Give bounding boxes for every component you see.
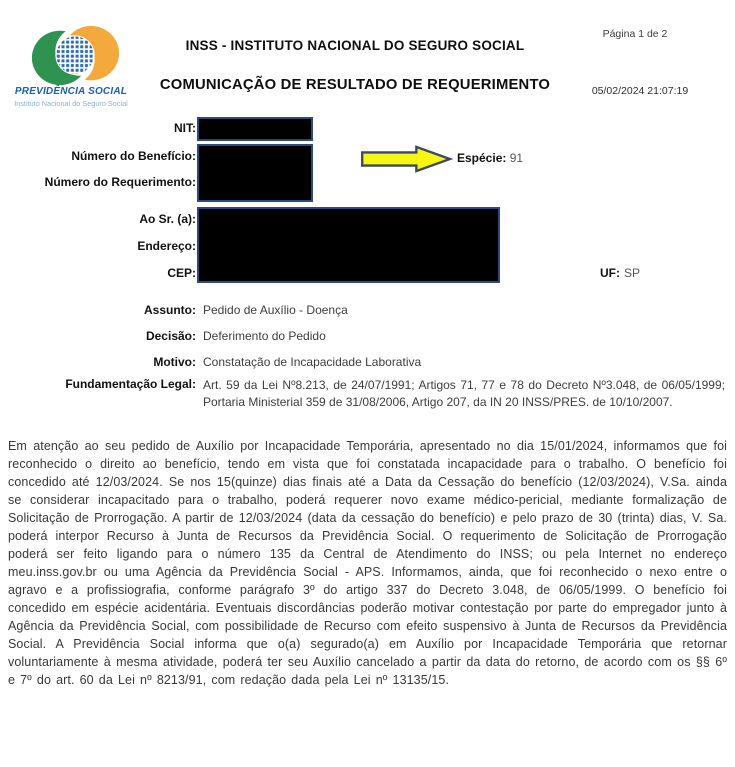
previdencia-social-logo-icon [28,26,122,86]
uf-field [600,266,640,280]
uf-value: SP [624,266,641,280]
logo-brand-subtext: Instituto Nacional do Seguro Social [14,99,128,108]
assunto-label: Assunto: [144,303,196,317]
redacted-beneficio-requerimento-value [197,144,313,202]
nit-label: NIT: [174,121,196,135]
assunto-value: Pedido de Auxílio - Doença [203,303,348,317]
redacted-nit-value [197,117,313,141]
numero-beneficio-label: Número do Benefício: [71,149,196,163]
especie-label: Espécie: [457,151,507,165]
fundamentacao-legal-value: Art. 59 da Lei Nº8.213, de 24/07/1991; Artigos 71, 77 e 78 do Decreto Nº3.048, de 06/05/1999; Portaria Ministerial 359 de 31/08/2006, Artigo 207, da IN 20 INSS/PRES. de 10/10/2007. [203,378,725,409]
notification-body-text: Em atenção ao seu pedido de Auxílio por Incapacidade Temporária, apresentado no dia 15/01/2024, informamos que foi reconhecido o direito ao benefício, tendo em vista que foi constatada incapacidade para o trabalho. O benefício foi concedido até 12/03/2024. Se nos 15(quinze) dias finais até a Data da Cessação do benefício (12/03/2024), V.Sa. ainda se considerar incapacitado para o trabalho, poderá requerer novo exame médico-pericial, mediante formalização de Solicitação de Prorrogação. A partir de 12/03/2024 (data da cessação do benefício) e pelo prazo de 30 (trinta) dias, V. Sa. poderá interpor Recurso à Junta de Recursos da Previdência Social. O requerimento de Solicitação de Prorrogação poderá ser feito ligando para o número 135 da Central de Atendimento do INSS; ou pela Internet no endereço meu.inss.gov.br ou uma Agência da Previdência Social - APS. Informamos, ainda, que foi reconhecido o nexo entre o agravo e a profissiografia, conforme parágrafo 3º do artigo 337 do Decreto 3.048, de 06/05/1999. O benefício foi concedido em espécie acidentária. Eventuais discordâncias poderão motivar contestação por parte do empregador junto à Agência da Previdência Social, com possibilidade de Recurso com efeito suspensivo à Junta de Recursos da Previdência Social. A Previdência Social informa que o(a) segurado(a) em Auxílio por Incapacidade Temporária que retornar voluntariamente à mesma atividade, poderá ter seu Auxílio cancelado a partir da data do retorno, de acordo com os §§ 6º e 7º do art. 60 da Lei nº 8213/91, com redação dada pela Lei nº 13135/15. [8,439,727,687]
motivo-label: Motivo: [153,355,196,369]
especie-field [457,151,523,165]
uf-label: UF: [600,266,620,280]
page-number: Página 1 de 2 [602,28,668,40]
especie-value: 91 [509,151,524,165]
decisao-label: Decisão: [145,329,196,343]
numero-requerimento-label: Número do Requerimento: [44,175,196,189]
endereco-label: Endereço: [137,239,196,253]
logo-brand-text: PREVIDÊNCIA SOCIAL [14,86,128,97]
redacted-address-value [197,207,500,283]
print-datetime: 05/02/2024 21:07:19 [591,85,689,97]
cep-label: CEP: [167,266,196,280]
highlight-arrow-icon [357,145,457,173]
motivo-value: Constatação de Incapacidade Laborativa [203,355,422,369]
decisao-value: Deferimento do Pedido [203,329,326,343]
document-title: INSS - INSTITUTO NACIONAL DO SEGURO SOCIAL [185,38,525,53]
document-subtitle: COMUNICAÇÃO DE RESULTADO DE REQUERIMENTO [159,77,551,93]
fundamentacao-legal-label: Fundamentação Legal: [65,377,196,391]
ao-sr-label: Ao Sr. (a): [139,212,196,226]
